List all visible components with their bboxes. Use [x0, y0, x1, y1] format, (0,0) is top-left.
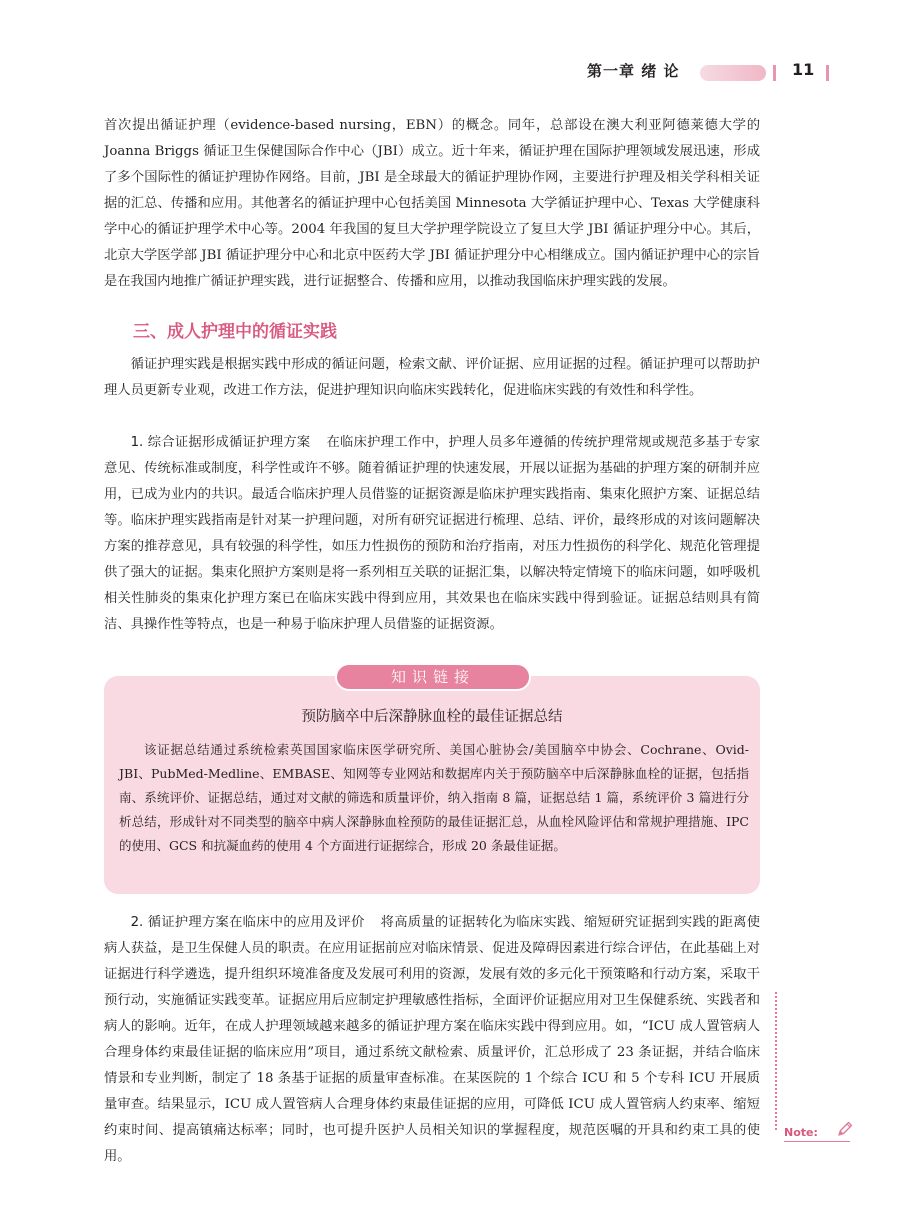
paragraph-section-2-text: 将高质量的证据转化为临床实践、缩短研究证据到实践的距离使病人获益，是卫生保健人员的职责。在应用证据前应对临床情景、促进及障碍因素进行综合评估，在此基础上对证据进行科学遴选，提升组织环境准备度及发展可利用的资源，发展有效的多元化干预策略和行动方案，采取干预行动，实施循证实践变革。证据应用后应制定护理敏感性指标，全面评价证据应用对卫生保健系统、实践者和病人的影响。近年，在成人护理领域越来越多的循证护理方案在临床实践中得到应用。如，“ICU 成人置管病人合理身体约束最佳证据的临床应用”项目，通过系统文献检索、质量评价，汇总形成了 23 条证据，并结合临床情景和专业判断，制定了 18 条基于证据的质量审查标准。在某医院的 1 个综合 ICU 和 5 个专科 ICU 开展质量审查。结果显示，ICU 成人置管病人合理身体约束最佳证据的应用，可降低 ICU 成人置管病人约束率、缩短约束时间、提高镇痛达标率；同时，也可提升医护人员相关知识的掌握程度，规范医嘱的开具和约束工具的使用。	[104, 915, 760, 1164]
section-title: 三、成人护理中的循证实践	[133, 322, 337, 342]
subheading-2: 2. 循证护理方案在临床中的应用及评价	[130, 915, 365, 930]
header-divider-right	[826, 65, 829, 81]
paragraph-section-1	[104, 430, 760, 638]
note-underline	[784, 1141, 850, 1142]
note-dotted-line	[775, 992, 777, 1130]
pen-icon	[836, 1120, 854, 1138]
note-label: Note:	[784, 1126, 818, 1139]
knowledge-box-title: 预防脑卒中后深静脉血栓的最佳证据总结	[301, 709, 563, 725]
header-pink-bar	[700, 65, 766, 81]
page-number: 11	[792, 60, 815, 79]
page-header	[0, 60, 900, 86]
paragraph-intro: 首次提出循证护理（evidence-based nursing，EBN）的概念。同年，总部设在澳大利亚阿德莱德大学的Joanna Briggs 循证卫生保健国际合作中心（JBI）成立。近十年来，循证护理在国际护理领域发展迅速，形成了多个国际性的循证护理协作网络。目前，JBI 是全球最大的循证护理协作网，主要进行护理及相关学科相关证据的汇总、传播和应用。其他著名的循证护理中心包括美国 Minnesota 大学循证护理中心、Texas 大学健康科学中心的循证护理学术中心等。2004 年我国的复旦大学护理学院设立了复旦大学 JBI 循证护理分中心。其后，北京大学医学部 JBI 循证护理分中心和北京中医药大学 JBI 循证护理分中心相继成立。国内循证护理中心的宗旨是在我国内地推广循证护理实践，进行证据整合、传播和应用，以推动我国临床护理实践的发展。	[104, 118, 760, 289]
knowledge-box-text: 该证据总结通过系统检索英国国家临床医学研究所、美国心脏协会/美国脑卒中协会、Cochrane、Ovid-JBI、PubMed-Medline、EMBASE、知网等专业网站和数据库内关于预防脑卒中后深静脉血栓的证据，包括指南、系统评价、证据总结，通过对文献的筛选和质量评价，纳入指南 8 篇，证据总结 1 篇，系统评价 3 篇进行分析总结，形成针对不同类型的脑卒中病人深静脉血栓预防的最佳证据汇总，从血栓风险评估和常规护理措施、IPC 的使用、GCS 和抗凝血药的使用 4 个方面进行证据综合，形成 20 条最佳证据。	[119, 742, 749, 853]
paragraph-section-1-text: 在临床护理工作中，护理人员多年遵循的传统护理常规或规范多基于专家意见、传统标准或制度，科学性或许不够。随着循证护理的快速发展，开展以证据为基础的护理方案的研制并应用，已成为业内的共识。最适合临床护理人员借鉴的证据资源是临床护理实践指南、集束化照护方案、证据总结等。临床护理实践指南是针对某一护理问题，对所有研究证据进行梳理、总结、评价，最终形成的对该问题解决方案的推荐意见，具有较强的科学性，如压力性损伤的预防和治疗指南，对压力性损伤的科学化、规范化管理提供了强大的证据。集束化照护方案则是将一系列相互关联的证据汇集，以解决特定情境下的临床问题，如呼吸机相关性肺炎的集束化护理方案已在临床实践中得到应用，其效果也在临床实践中得到验证。证据总结则具有简洁、具操作性等特点，也是一种易于临床护理人员借鉴的证据资源。	[104, 435, 760, 632]
paragraph-section-2	[104, 910, 760, 1170]
header-divider	[773, 65, 776, 81]
paragraph-evidence-practice: 循证护理实践是根据实践中形成的循证问题，检索文献、评价证据、应用证据的过程。循证护理可以帮助护理人员更新专业观，改进工作方法，促进护理知识向临床实践转化，促进临床实践的有效性和科学性。	[104, 357, 760, 398]
chapter-title: 第一章 绪 论	[587, 62, 680, 80]
knowledge-box-tab: 知识链接	[335, 663, 531, 691]
subheading-1: 1. 综合证据形成循证护理方案	[130, 435, 311, 450]
